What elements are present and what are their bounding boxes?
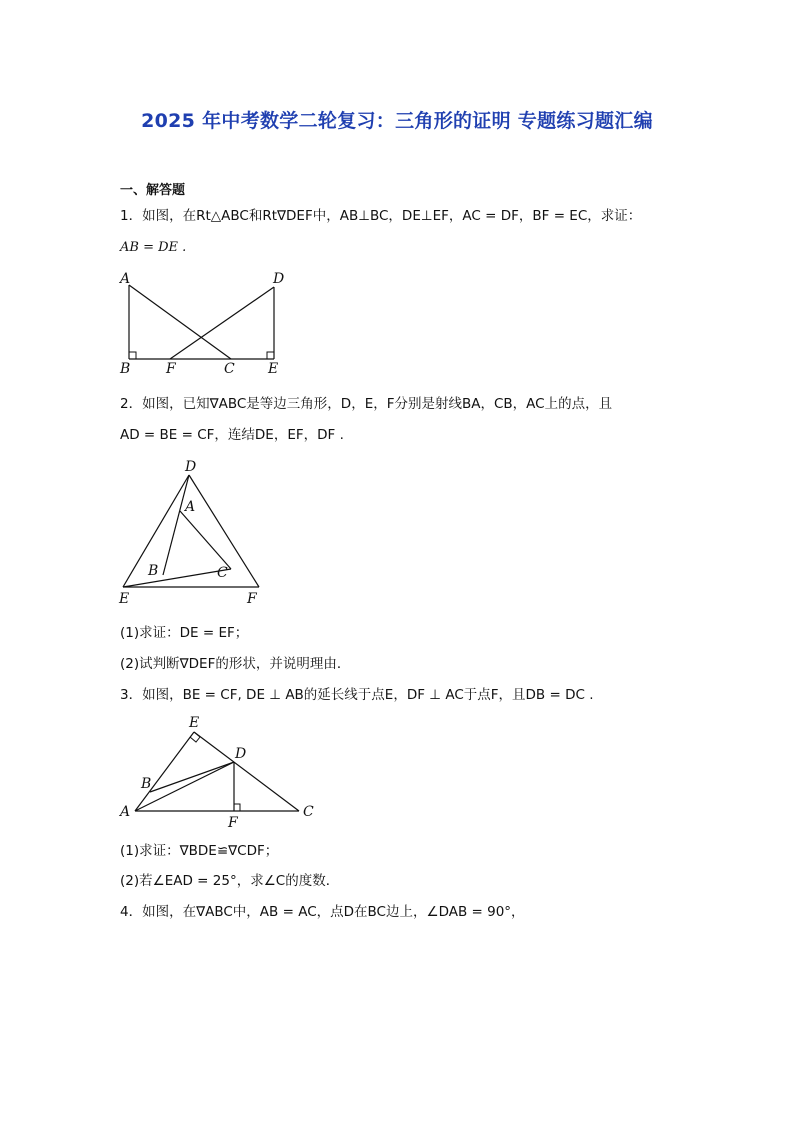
q1-right-angle-b [129, 352, 136, 359]
q3-label-b: B [141, 776, 152, 792]
q3-label-d: D [235, 746, 247, 762]
q2-label-f: F [247, 591, 257, 607]
q2-label-b: B [148, 563, 159, 579]
q1-figure [110, 265, 300, 380]
q3-label-a: A [120, 804, 131, 820]
q4-text-line1: 4．如图，在∇ABC中，AB = AC，点D在BC边上，∠DAB = 90°， [120, 904, 525, 920]
q3-part2: (2)若∠EAD = 25°，求∠C的度数． [120, 873, 340, 889]
q1-text-line2: AB = DE . [120, 240, 187, 255]
q2-label-c: C [217, 565, 228, 581]
q1-label-e: E [268, 361, 279, 377]
q2-label-a: A [185, 499, 196, 515]
q1-label-f: F [166, 361, 176, 377]
q3-segment-bd [150, 762, 234, 792]
q1-label-a: A [120, 271, 131, 287]
q3-label-e: E [189, 715, 200, 731]
q2-figure [110, 455, 280, 610]
q3-right-angle-f [234, 804, 240, 811]
q2-part2: (2)试判断∇DEF的形状，并说明理由． [120, 656, 351, 672]
q1-label-b: B [120, 361, 131, 377]
page-title: 2025 年中考数学二轮复习：三角形的证明 专题练习题汇编 [141, 110, 653, 132]
q3-part1: (1)求证：∇BDE≌∇CDF； [120, 843, 279, 859]
q2-label-d: D [185, 459, 197, 475]
q3-segment-ae [135, 732, 194, 811]
q1-segment-ac [129, 285, 231, 359]
q2-label-e: E [119, 591, 130, 607]
q1-text-line1: 1．如图，在Rt△ABC和Rt∇DEF中，AB⊥BC，DE⊥EF，AC = DF，BF = EC，求证： [120, 208, 642, 224]
q2-segment-ec [123, 569, 231, 587]
q3-figure [110, 710, 325, 835]
q2-segment-ac [180, 511, 231, 569]
q1-segment-df [170, 287, 274, 359]
section-heading: 一、解答题 [120, 183, 186, 198]
q2-text-line1: 2．如图，已知∇ABC是等边三角形，D，E，F分别是射线BA，CB，AC上的点，且 [120, 396, 613, 412]
q2-text-line2: AD = BE = CF，连结DE，EF，DF . [120, 427, 344, 443]
q3-segment-ec [194, 732, 299, 811]
q3-text-line1: 3．如图，BE = CF, DE ⊥ AB的延长线于点E，DF ⊥ AC于点F，且DB = DC . [120, 687, 594, 703]
q2-segment-db [163, 475, 189, 575]
q1-right-angle-e [267, 352, 274, 359]
q2-part1: (1)求证：DE = EF； [120, 625, 249, 641]
q3-label-f: F [228, 815, 238, 831]
q3-label-c: C [303, 804, 314, 820]
q1-label-d: D [273, 271, 285, 287]
q1-label-c: C [224, 361, 235, 377]
